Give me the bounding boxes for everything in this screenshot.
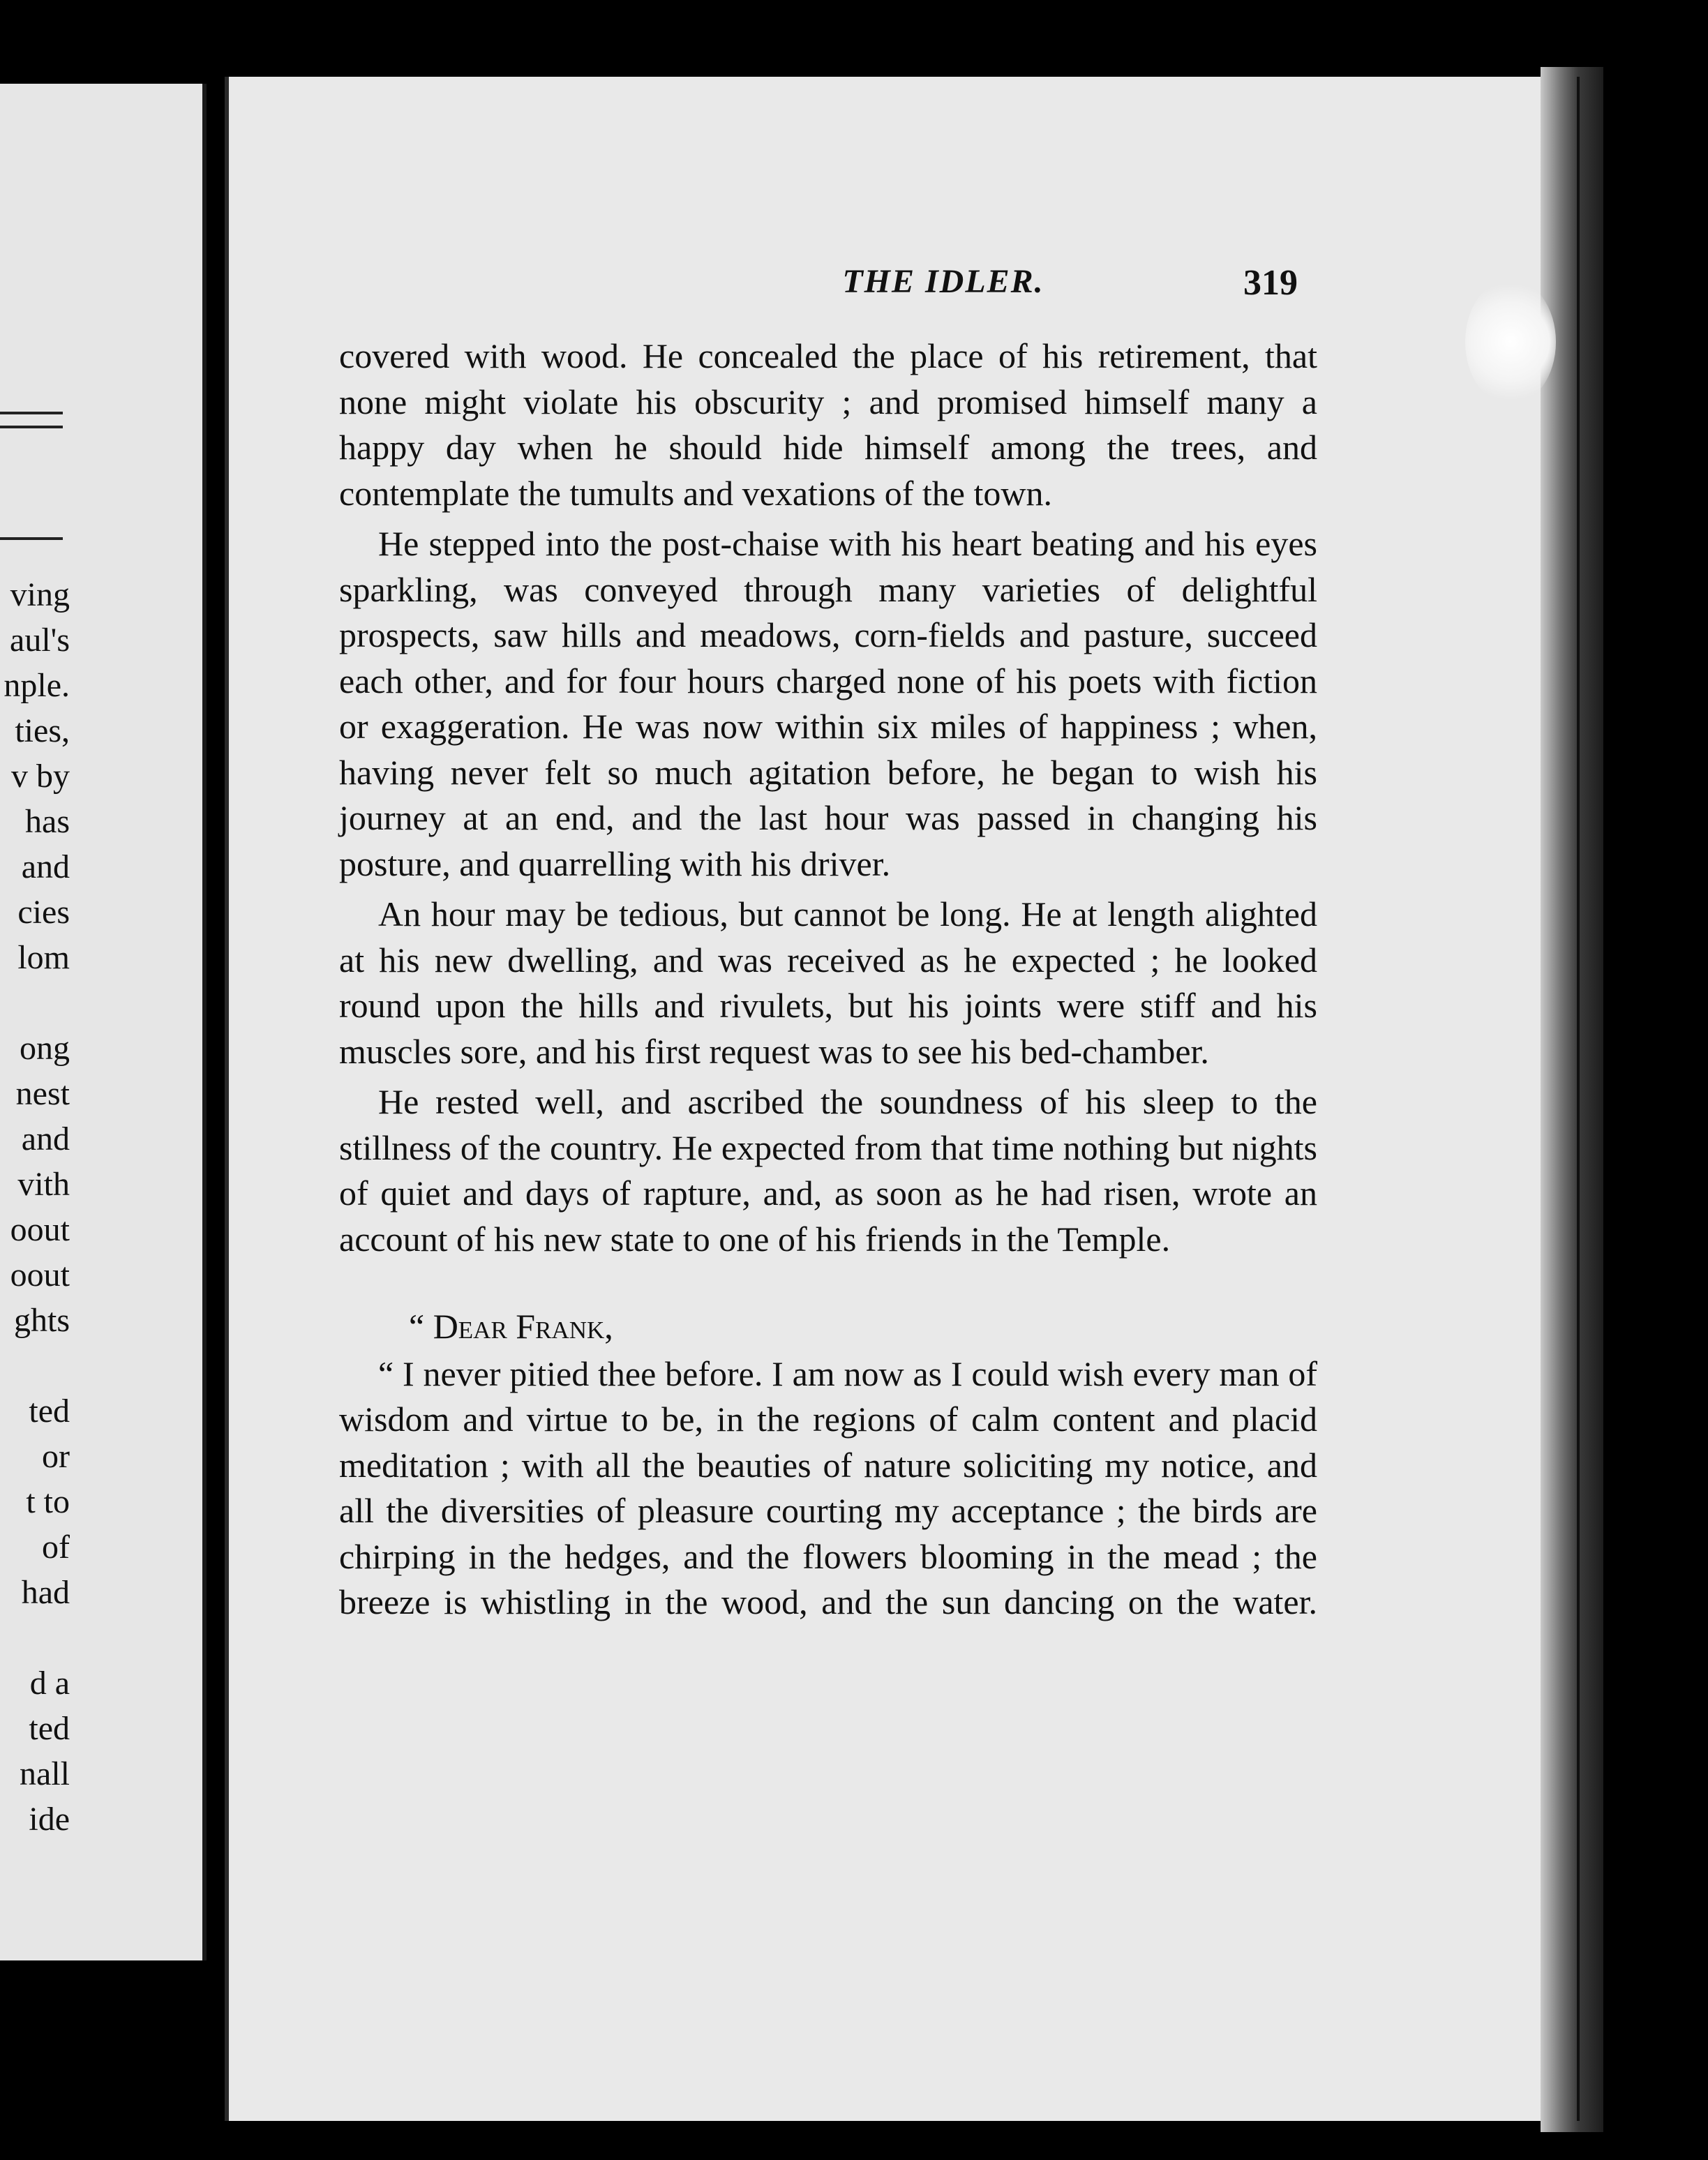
facing-line: and bbox=[21, 848, 70, 885]
letter-salutation: “ Dear Frank, bbox=[409, 1307, 613, 1346]
facing-line: or bbox=[42, 1438, 70, 1475]
paragraph: An hour may be tedious, but cannot be long. He at length alighted at his new dwelling, and was received as he expected ; he looked round upon the hills and rivulets, but his joints were stiff and his muscles sore, and his first request was to see his bed-chamber. bbox=[339, 894, 1317, 1071]
paragraph: He rested well, and ascribed the soundness of his sleep to the stillness of the country. He expected from that time nothing but nights of quiet and days of rapture, and, as soon as he had risen, wrote an account of his new state to one of his friends in the Temple. bbox=[339, 1082, 1317, 1259]
facing-line: ving bbox=[10, 576, 70, 613]
facing-page-rule bbox=[0, 412, 63, 414]
facing-line: ide bbox=[29, 1801, 70, 1838]
facing-line: t to bbox=[26, 1483, 70, 1520]
facing-line: aul's bbox=[10, 622, 70, 659]
facing-line: ong bbox=[20, 1030, 70, 1067]
facing-line: nall bbox=[20, 1755, 70, 1792]
facing-line: ghts bbox=[13, 1302, 70, 1339]
facing-line: v by bbox=[11, 758, 70, 795]
facing-line: ties, bbox=[15, 712, 70, 749]
facing-line: had bbox=[21, 1574, 70, 1611]
facing-line: lom bbox=[17, 939, 70, 976]
paragraph: He stepped into the post-chaise with his heart beating and his eyes sparkling, was conveyed through many varieties of delightful prospects, saw hills and meadows, corn-fields and pasture, succeed each other, and for four hours charged none of his poets with fiction or exaggeration. He was now within six miles of happiness ; when, having never felt so much agitation before, he began to wish his journey at an end, and the last hour was passed in changing his posture, and quarrelling with his driver. bbox=[339, 524, 1317, 883]
facing-line: and bbox=[21, 1120, 70, 1157]
facing-line: d a bbox=[29, 1665, 70, 1702]
page-header bbox=[225, 262, 1541, 304]
facing-page-rule bbox=[0, 537, 63, 540]
letter-paragraph: “ I never pitied thee before. I am now as I could wish every man of wisdom and virtue to be, in the regions of calm content and placid meditation ; with all the beauties of nature soliciting my notice, and all the diversities of pleasure courting my acceptance ; the birds are chirping in the hedges, and the flowers blooming in the mead ; the breeze is whistling in the wood, and the sun dancing on the water. bbox=[339, 1353, 1317, 1621]
facing-line: cies bbox=[17, 894, 70, 931]
facing-line: of bbox=[42, 1529, 70, 1566]
paragraph: covered with wood. He concealed the place of his retirement, that none might violate his obscurity ; and promised himself many a happy day when he should hide himself among the trees, and contemplate the tumults and vexations of the town. bbox=[339, 336, 1317, 513]
facing-line: oout bbox=[10, 1211, 70, 1248]
page-edge-line bbox=[1577, 77, 1580, 2121]
page-body bbox=[339, 333, 1317, 1626]
facing-page-rule bbox=[0, 426, 63, 428]
page-edge bbox=[1541, 67, 1603, 2132]
facing-line: ted bbox=[29, 1710, 70, 1747]
facing-line: vith bbox=[17, 1166, 70, 1203]
facing-line: has bbox=[25, 803, 70, 840]
running-head: THE IDLER. bbox=[842, 263, 1044, 300]
facing-line: nest bbox=[15, 1075, 70, 1112]
page-number: 319 bbox=[1243, 263, 1298, 303]
facing-page-text bbox=[0, 572, 70, 1842]
facing-line: oout bbox=[10, 1257, 70, 1293]
facing-line: nple. bbox=[3, 667, 70, 704]
facing-line: ted bbox=[29, 1393, 70, 1430]
facing-page bbox=[0, 84, 207, 1960]
